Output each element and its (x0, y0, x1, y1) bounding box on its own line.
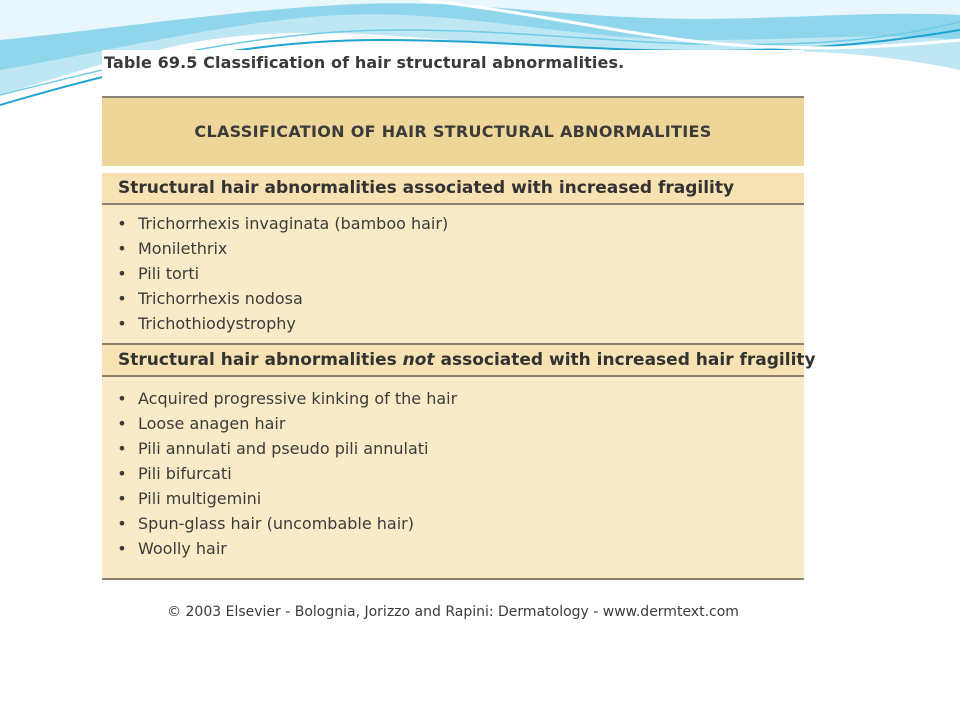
bullet-icon: • (117, 439, 127, 458)
bullet-icon: • (117, 514, 127, 533)
list-item: • Trichothiodystrophy (102, 311, 804, 336)
section-heading-not-fragile (102, 343, 816, 377)
copyright-credit: © 2003 Elsevier - Bolognia, Jorizzo and Rapini: Dermatology - www.dermtext.com (167, 604, 739, 620)
table-header-text: CLASSIFICATION OF HAIR STRUCTURAL ABNORMALITIES (194, 122, 712, 141)
bullet-icon: • (117, 414, 127, 433)
list-item: • Spun-glass hair (uncombable hair) (102, 511, 804, 536)
bullet-icon: • (117, 464, 127, 483)
section-heading-text: Structural hair abnormalities associated with increased fragility (118, 178, 735, 198)
list-item: • Pili annulati and pseudo pili annulati (102, 436, 804, 461)
list-item: • Monilethrix (102, 236, 804, 261)
bullet-icon: • (117, 239, 127, 258)
bullet-icon: • (117, 489, 127, 508)
classification-table (102, 96, 816, 580)
list-item: • Acquired progressive kinking of the hair (102, 386, 804, 411)
list-item: • Trichorrhexis invaginata (bamboo hair) (102, 211, 804, 236)
non-fragile-abnormalities-list (102, 386, 804, 561)
bullet-icon: • (117, 389, 127, 408)
list-item: • Pili bifurcati (102, 461, 804, 486)
list-item: • Woolly hair (102, 536, 804, 561)
section-heading-fragile (102, 173, 804, 205)
bullet-icon: • (117, 214, 127, 233)
bullet-icon: • (117, 314, 127, 333)
list-item: • Trichorrhexis nodosa (102, 286, 804, 311)
table-header (102, 98, 804, 173)
table-figure (102, 50, 816, 622)
list-item: • Loose anagen hair (102, 411, 804, 436)
section-heading-text: Structural hair abnormalities not associated with increased hair fragility (118, 350, 816, 370)
bullet-icon: • (117, 539, 127, 558)
list-item: • Pili torti (102, 261, 804, 286)
bullet-icon: • (117, 264, 127, 283)
fragile-abnormalities-list (102, 211, 804, 336)
list-item: • Pili multigemini (102, 486, 804, 511)
bullet-icon: • (117, 289, 127, 308)
figure-title: Table 69.5 Classification of hair structural abnormalities. (104, 53, 625, 72)
